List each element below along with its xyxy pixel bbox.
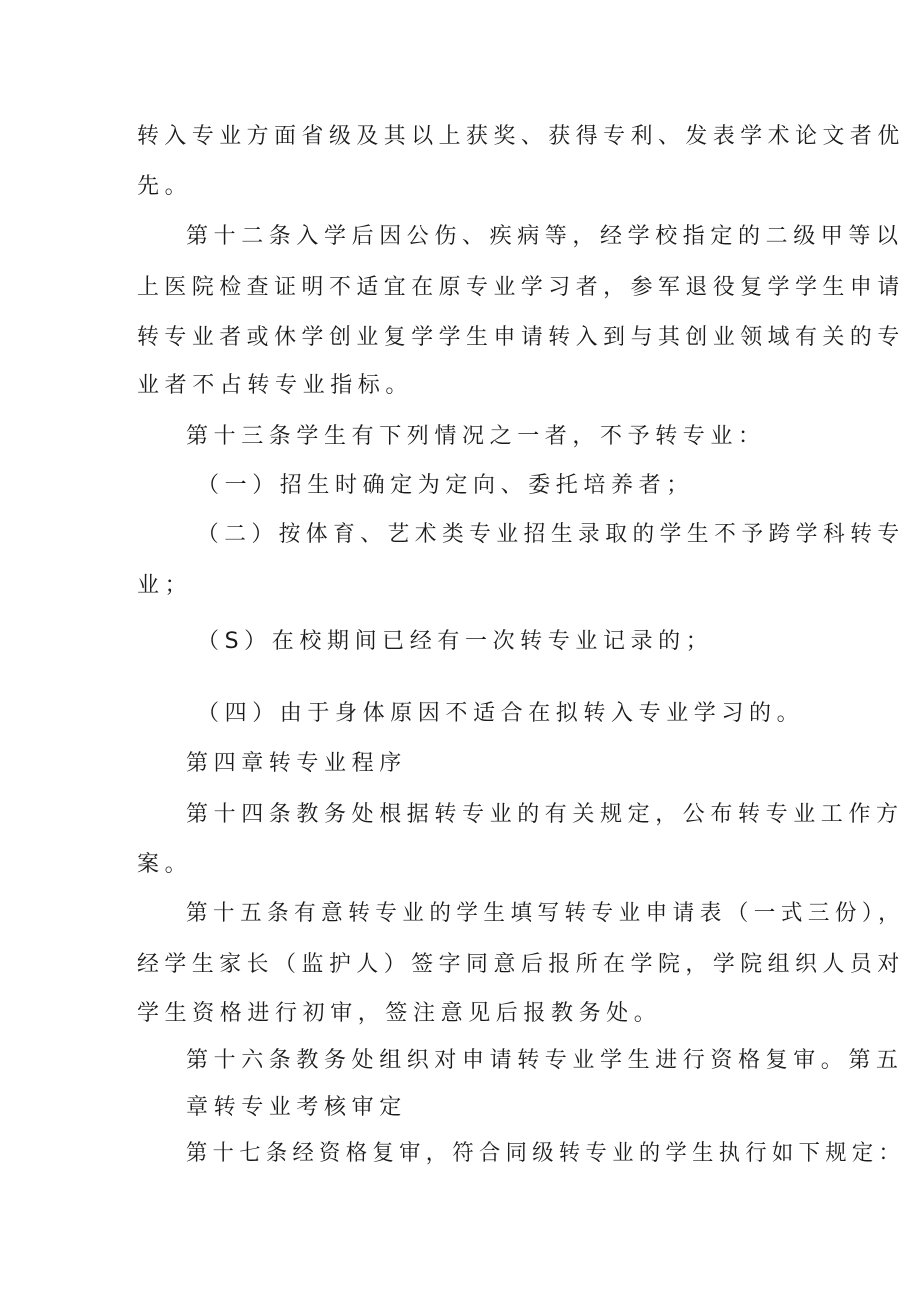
- article-13-heading: 第十三条学生有下列情况之一者，不予转专业：: [186, 424, 766, 449]
- chapter-4-heading: 第四章转专业程序: [186, 751, 407, 776]
- article-12-line-2: 上医院检查证明不适宜在原专业学习者，参军退役复学学生申请: [137, 275, 905, 300]
- article-13-item-2: （二）按体育、艺术类专业招生录取的学生不予跨学科转专: [197, 522, 905, 547]
- article-12-line-3: 转专业者或休学创业复学学生申请转入到与其创业领域有关的专: [137, 325, 905, 350]
- article-16-line-1: 第十六条教务处组织对申请转专业学生进行资格复审。第五: [186, 1048, 904, 1073]
- article-12-line-4: 业者不占转专业指标。: [137, 373, 414, 398]
- article-15-line-1: 第十五条有意转专业的学生填写转专业申请表（一式三份），: [186, 901, 906, 926]
- article-12-line-1: 第十二条入学后因公伤、疾病等，经学校指定的二级甲等以: [186, 224, 904, 249]
- article-15-line-3: 学生资格进行初审，签注意见后报教务处。: [137, 1001, 662, 1026]
- article-14-line-1: 第十四条教务处根据转专业的有关规定，公布转专业工作方: [186, 802, 904, 827]
- article-13-item-2-cont: 业；: [137, 573, 193, 598]
- text-line-2: 先。: [137, 174, 193, 199]
- article-17-line-1: 第十七条经资格复审，符合同级转专业的学生执行如下规定：: [186, 1141, 906, 1166]
- chapter-5-heading: 章转专业考核审定: [186, 1095, 407, 1120]
- article-13-item-3: （S）在校期间已经有一次转专业记录的；: [197, 629, 714, 654]
- article-14-line-2: 案。: [137, 852, 193, 877]
- article-15-line-2: 经学生家长（监护人）签字同意后报所在学院，学院组织人员对: [137, 952, 905, 977]
- article-13-item-4: （四）由于身体原因不适合在拟转入专业学习的。: [197, 701, 805, 726]
- text-line-1: 转入专业方面省级及其以上获奖、获得专利、发表学术论文者优: [137, 124, 905, 149]
- article-13-item-1: （一）招生时确定为定向、委托培养者；: [197, 473, 694, 498]
